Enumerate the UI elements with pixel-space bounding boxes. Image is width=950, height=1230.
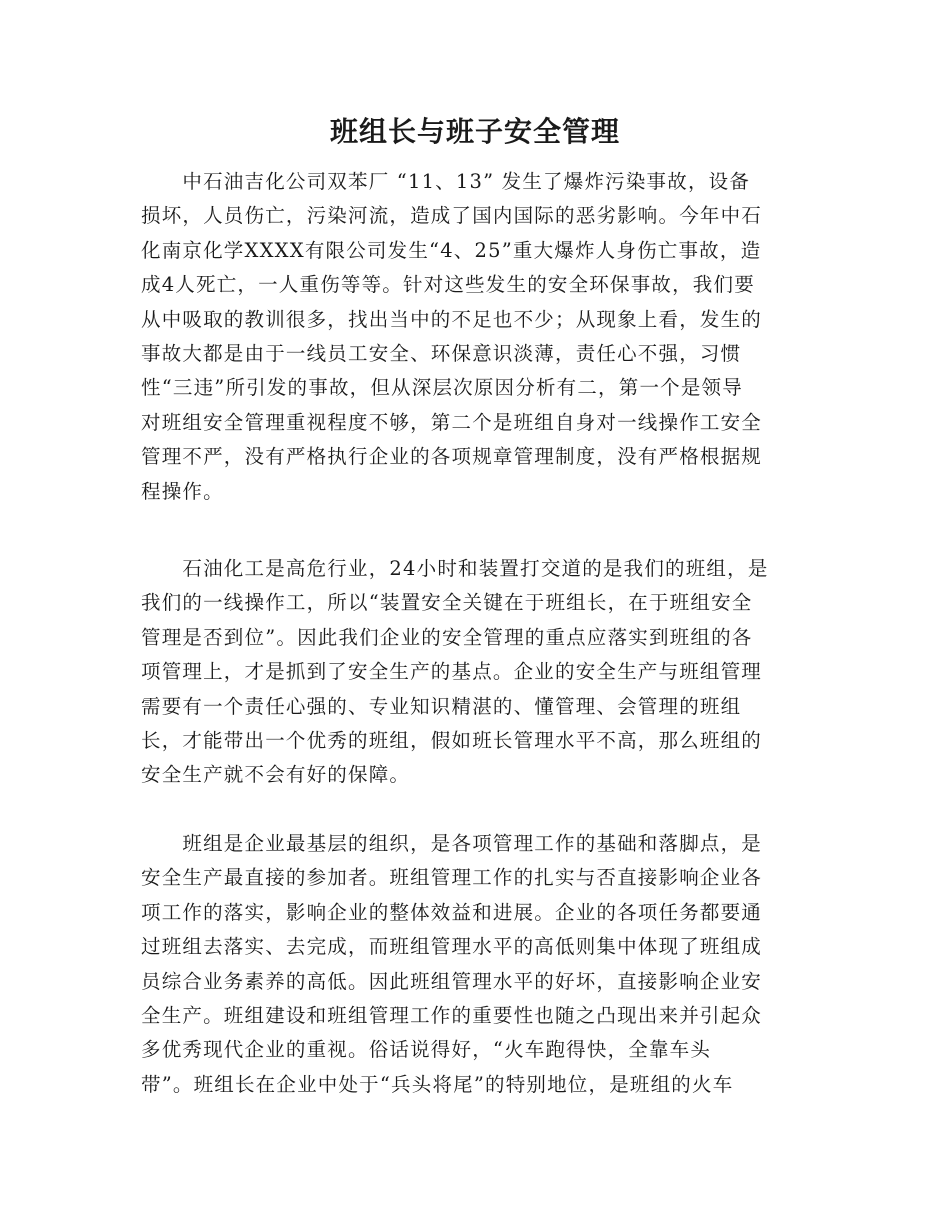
text-line: 中石油吉化公司双苯厂 “11、13” 发生了爆炸污染事故，设备 bbox=[141, 170, 751, 193]
text-line: 化南京化学XXXX有限公司发生“4、25”重大爆炸人身伤亡事故，造 bbox=[141, 238, 762, 262]
text-line: 班组是企业最基层的组织，是各项管理工作的基础和落脚点，是 bbox=[141, 832, 763, 855]
text-line: 安全生产就不会有好的保障。 bbox=[141, 763, 411, 787]
text-line: 长，才能带出一个优秀的班组，假如班长管理水平不高，那么班组的 bbox=[141, 728, 763, 752]
text-line: 项管理上，才是抓到了安全生产的基点。企业的安全生产与班组管理 bbox=[141, 660, 763, 684]
text-line: 过班组去落实、去完成，而班组管理水平的高低则集中体现了班组成 bbox=[141, 935, 763, 959]
text-line: 损坏，人员伤亡，污染河流，造成了国内国际的恶劣影响。今年中石 bbox=[141, 204, 763, 228]
text-line: 需要有一个责任心强的、专业知识精湛的、懂管理、会管理的班组 bbox=[141, 694, 742, 718]
paragraph-3 bbox=[141, 827, 811, 1102]
paragraph-1 bbox=[141, 165, 811, 509]
text-line: 员综合业务素养的高低。因此班组管理水平的好坏，直接影响企业安 bbox=[141, 969, 763, 993]
text-line: 多优秀现代企业的重视。俗话说得好，“火车跑得快，全靠车头 bbox=[141, 1038, 712, 1062]
text-line: 对班组安全管理重视程度不够，第二个是班组自身对一线操作工安全 bbox=[141, 410, 763, 434]
text-line: 管理是否到位”。因此我们企业的安全管理的重点应落实到班组的各 bbox=[141, 625, 753, 649]
text-line: 成4人死亡，一人重伤等等。针对这些发生的安全环保事故，我们要 bbox=[141, 273, 755, 297]
document-title: 班组长与班子安全管理 bbox=[329, 115, 620, 148]
text-line: 石油化工是高危行业，24小时和装置打交道的是我们的班组，是 bbox=[141, 557, 769, 580]
text-line: 带”。班组长在企业中处于“兵头将尾”的特别地位，是班组的火车 bbox=[141, 1072, 734, 1096]
text-line: 事故大都是由于一线员工安全、环保意识淡薄，责任心不强，习惯 bbox=[141, 341, 742, 365]
text-line: 性“三违”所引发的事故，但从深层次原因分析有二，第一个是领导 bbox=[141, 376, 743, 400]
text-line: 我们的一线操作工，所以“装置安全关键在于班组长，在于班组安全 bbox=[141, 591, 753, 615]
text-line: 项工作的落实，影响企业的整体效益和进展。企业的各项任务都要通 bbox=[141, 900, 763, 924]
text-line: 全生产。班组建设和班组管理工作的重要性也随之凸现出来并引起众 bbox=[141, 1003, 763, 1027]
text-line: 安全生产最直接的参加者。班组管理工作的扎实与否直接影响企业各 bbox=[141, 866, 763, 890]
paragraph-2 bbox=[141, 552, 811, 793]
text-line: 从中吸取的教训很多，找出当中的不足也不少；从现象上看，发生的 bbox=[141, 307, 763, 331]
text-line: 管理不严，没有严格执行企业的各项规章管理制度，没有严格根据规 bbox=[141, 445, 763, 469]
text-line: 程操作。 bbox=[141, 479, 224, 503]
